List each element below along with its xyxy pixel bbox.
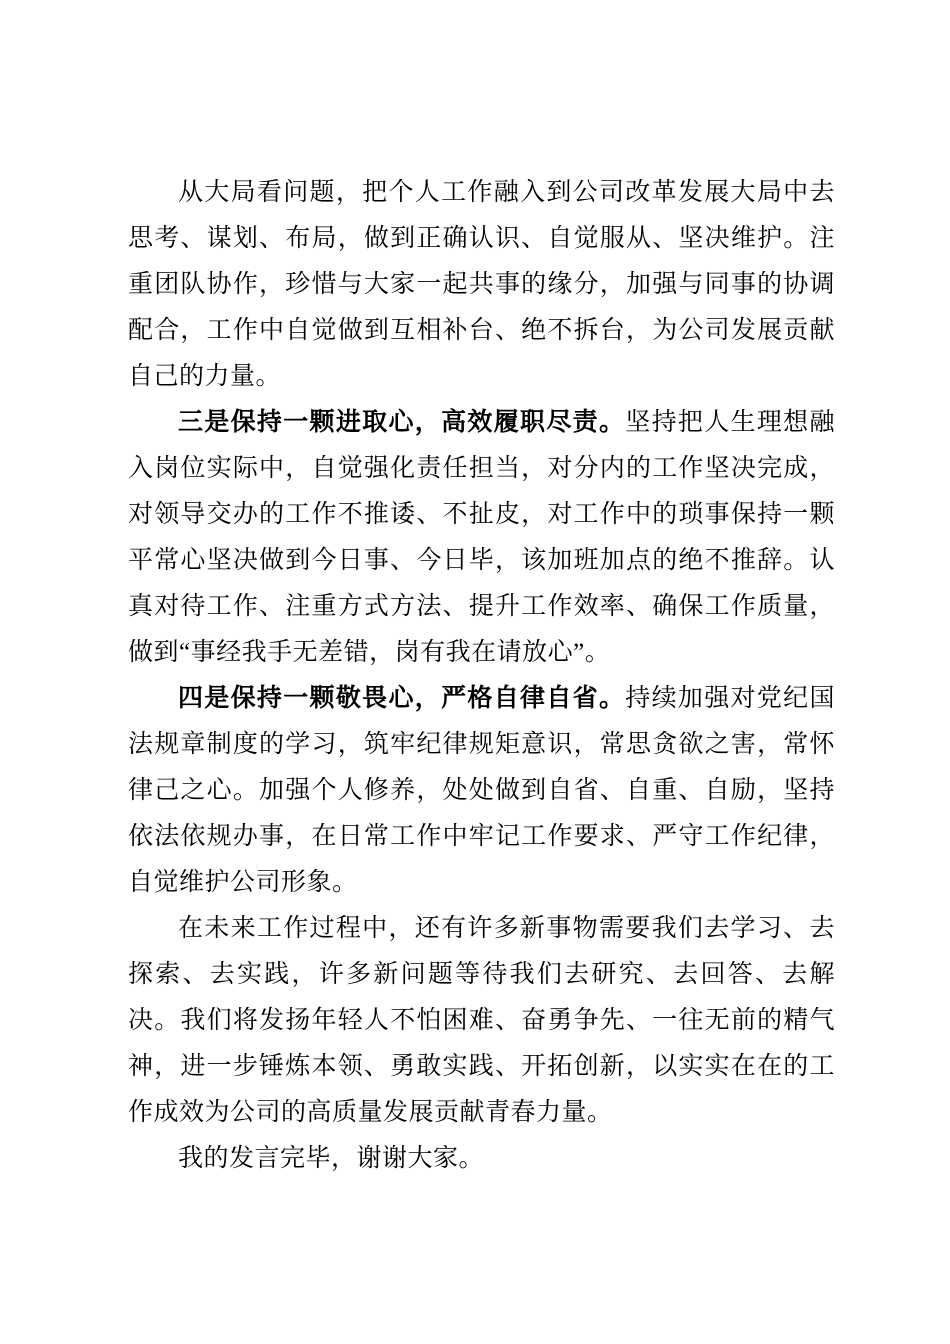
paragraph-text: 持续加强对党纪国法规章制度的学习，筑牢纪律规矩意识，常思贪欲之害，常怀律己之心。加强个人修养，处处做到自省、自重、自励，坚持依法依规办事，在日常工作中牢记工作要求、严守工作纪律，自觉维护公司形象。 (128, 685, 835, 896)
paragraph-text: 从大局看问题，把个人工作融入到公司改革发展大局中去思考、谋划、布局，做到正确认识、自觉服从、坚决维护。注重团队协作，珍惜与大家一起共事的缘分，加强与同事的协调配合，工作中自觉做到互相补台、绝不拆台，为公司发展贡献自己的力量。 (128, 179, 835, 390)
paragraph (128, 906, 835, 1136)
paragraph (128, 170, 835, 400)
paragraph (128, 676, 835, 906)
paragraph-lead-bold: 四是保持一颗敬畏心，严格自律自省。 (178, 685, 626, 712)
paragraph (128, 400, 835, 676)
paragraph-lead-bold: 三是保持一颗进取心，高效履职尽责。 (178, 409, 626, 436)
paragraph-text: 我的发言完毕，谢谢大家。 (178, 1145, 485, 1172)
document-body (128, 170, 835, 1182)
paragraph-text: 在未来工作过程中，还有许多新事物需要我们去学习、去探索、去实践，许多新问题等待我们去研究、去回答、去解决。我们将发扬年轻人不怕困难、奋勇争先、一往无前的精气神，进一步锤炼本领、勇敢实践、开拓创新，以实实在在的工作成效为公司的高质量发展贡献青春力量。 (128, 915, 835, 1126)
paragraph (128, 1136, 835, 1182)
paragraph-text: 坚持把人生理想融入岗位实际中，自觉强化责任担当，对分内的工作坚决完成，对领导交办的工作不推诿、不扯皮，对工作中的琐事保持一颗平常心坚决做到今日事、今日毕，该加班加点的绝不推辞。认真对待工作、注重方式方法、提升工作效率、确保工作质量，做到“事经我手无差错，岗有我在请放心”。 (128, 409, 835, 666)
